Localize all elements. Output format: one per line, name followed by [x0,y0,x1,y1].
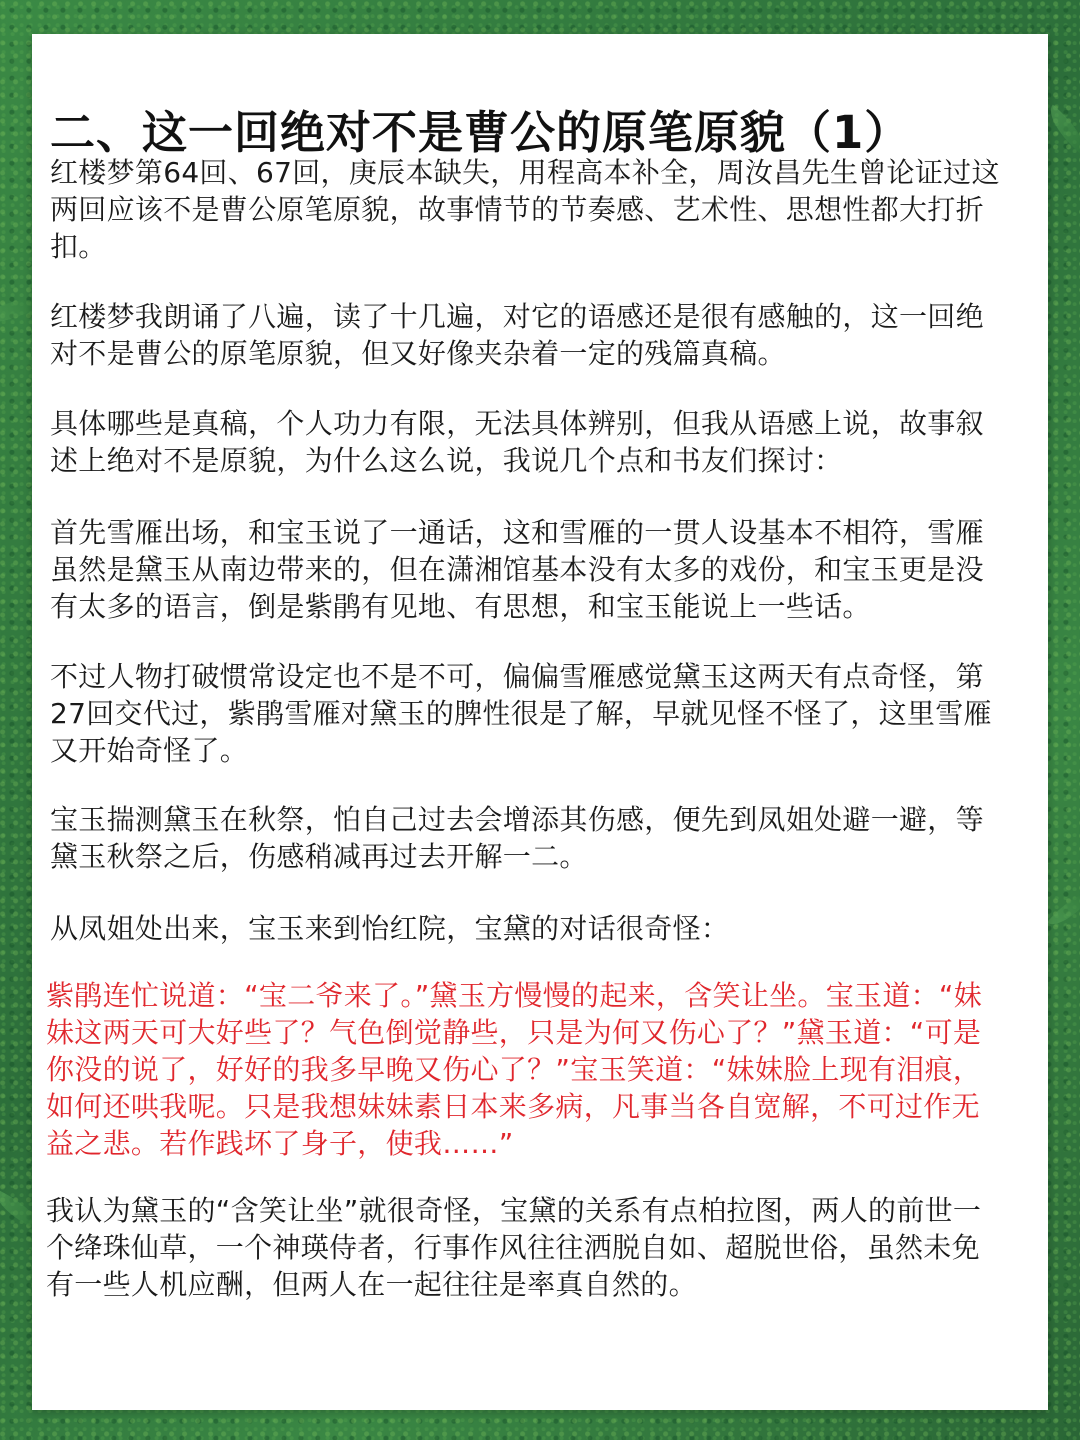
paragraph: 红楼梦我朗诵了八遍，读了十几遍，对它的语感还是很有感触的，这一回绝对不是曹公的原笔原貌，但又好像夹杂着一定的残篇真稿。 [50,300,984,370]
paragraph: 不过人物打破惯常设定也不是不可，偏偏雪雁感觉黛玉这两天有点奇怪，第27回交代过，紫鹃雪雁对黛玉的脾性很是了解，早就见怪不怪了，这里雪雁又开始奇怪了。 [50,660,992,767]
quote-paragraph: 紫鹃连忙说道：“宝二爷来了。”黛玉方慢慢的起来，含笑让坐。宝玉道：“妹妹这两天可大好些了？气色倒觉静些，只是为何又伤心了？”黛玉道：“可是你没的说了，好好的我多早晚又伤心了？”宝玉笑道：“妹妹脸上现有泪痕，如何还哄我呢。只是我想妹妹素日本来多病，凡事当各自宽解，不可过作无益之悲。若作践坏了身子，使我……” [46,979,983,1160]
background-leaf [1047,884,1080,934]
paragraph: 从凤姐处出来，宝玉来到怡红院，宝黛的对话很奇怪： [50,912,730,945]
page-title: 二、这一回绝对不是曹公的原笔原貌（1） [50,106,911,160]
closing-paragraph: 我认为黛玉的“含笑让坐”就很奇怪，宝黛的关系有点柏拉图，两人的前世一个绛珠仙草，一个神瑛侍者，行事作风往往洒脱自如、超脱世俗，虽然未免有一些人机应酬，但两人在一起往往是率真自然的。 [46,1194,982,1301]
paragraph: 宝玉揣测黛玉在秋祭，怕自己过去会增添其伤感，便先到凤姐处避一避，等黛玉秋祭之后，伤感稍减再过去开解一二。 [50,803,984,873]
paragraph: 红楼梦第64回、67回，庚辰本缺失，用程高本补全，周汝昌先生曾论证过这两回应该不是曹公原笔原貌，故事情节的节奏感、艺术性、思想性都大打折扣。 [50,156,1000,263]
paragraph: 首先雪雁出场，和宝玉说了一通话，这和雪雁的一贯人设基本不相符，雪雁虽然是黛玉从南边带来的，但在潇湘馆基本没有太多的戏份，和宝玉更是没有太多的语言，倒是紫鹃有见地、有思想，和宝玉能说上一些话。 [50,516,984,623]
paragraph: 具体哪些是真稿，个人功力有限，无法具体辨别，但我从语感上说，故事叙述上绝对不是原貌，为什么这么说，我说几个点和书友们探讨： [50,407,984,477]
